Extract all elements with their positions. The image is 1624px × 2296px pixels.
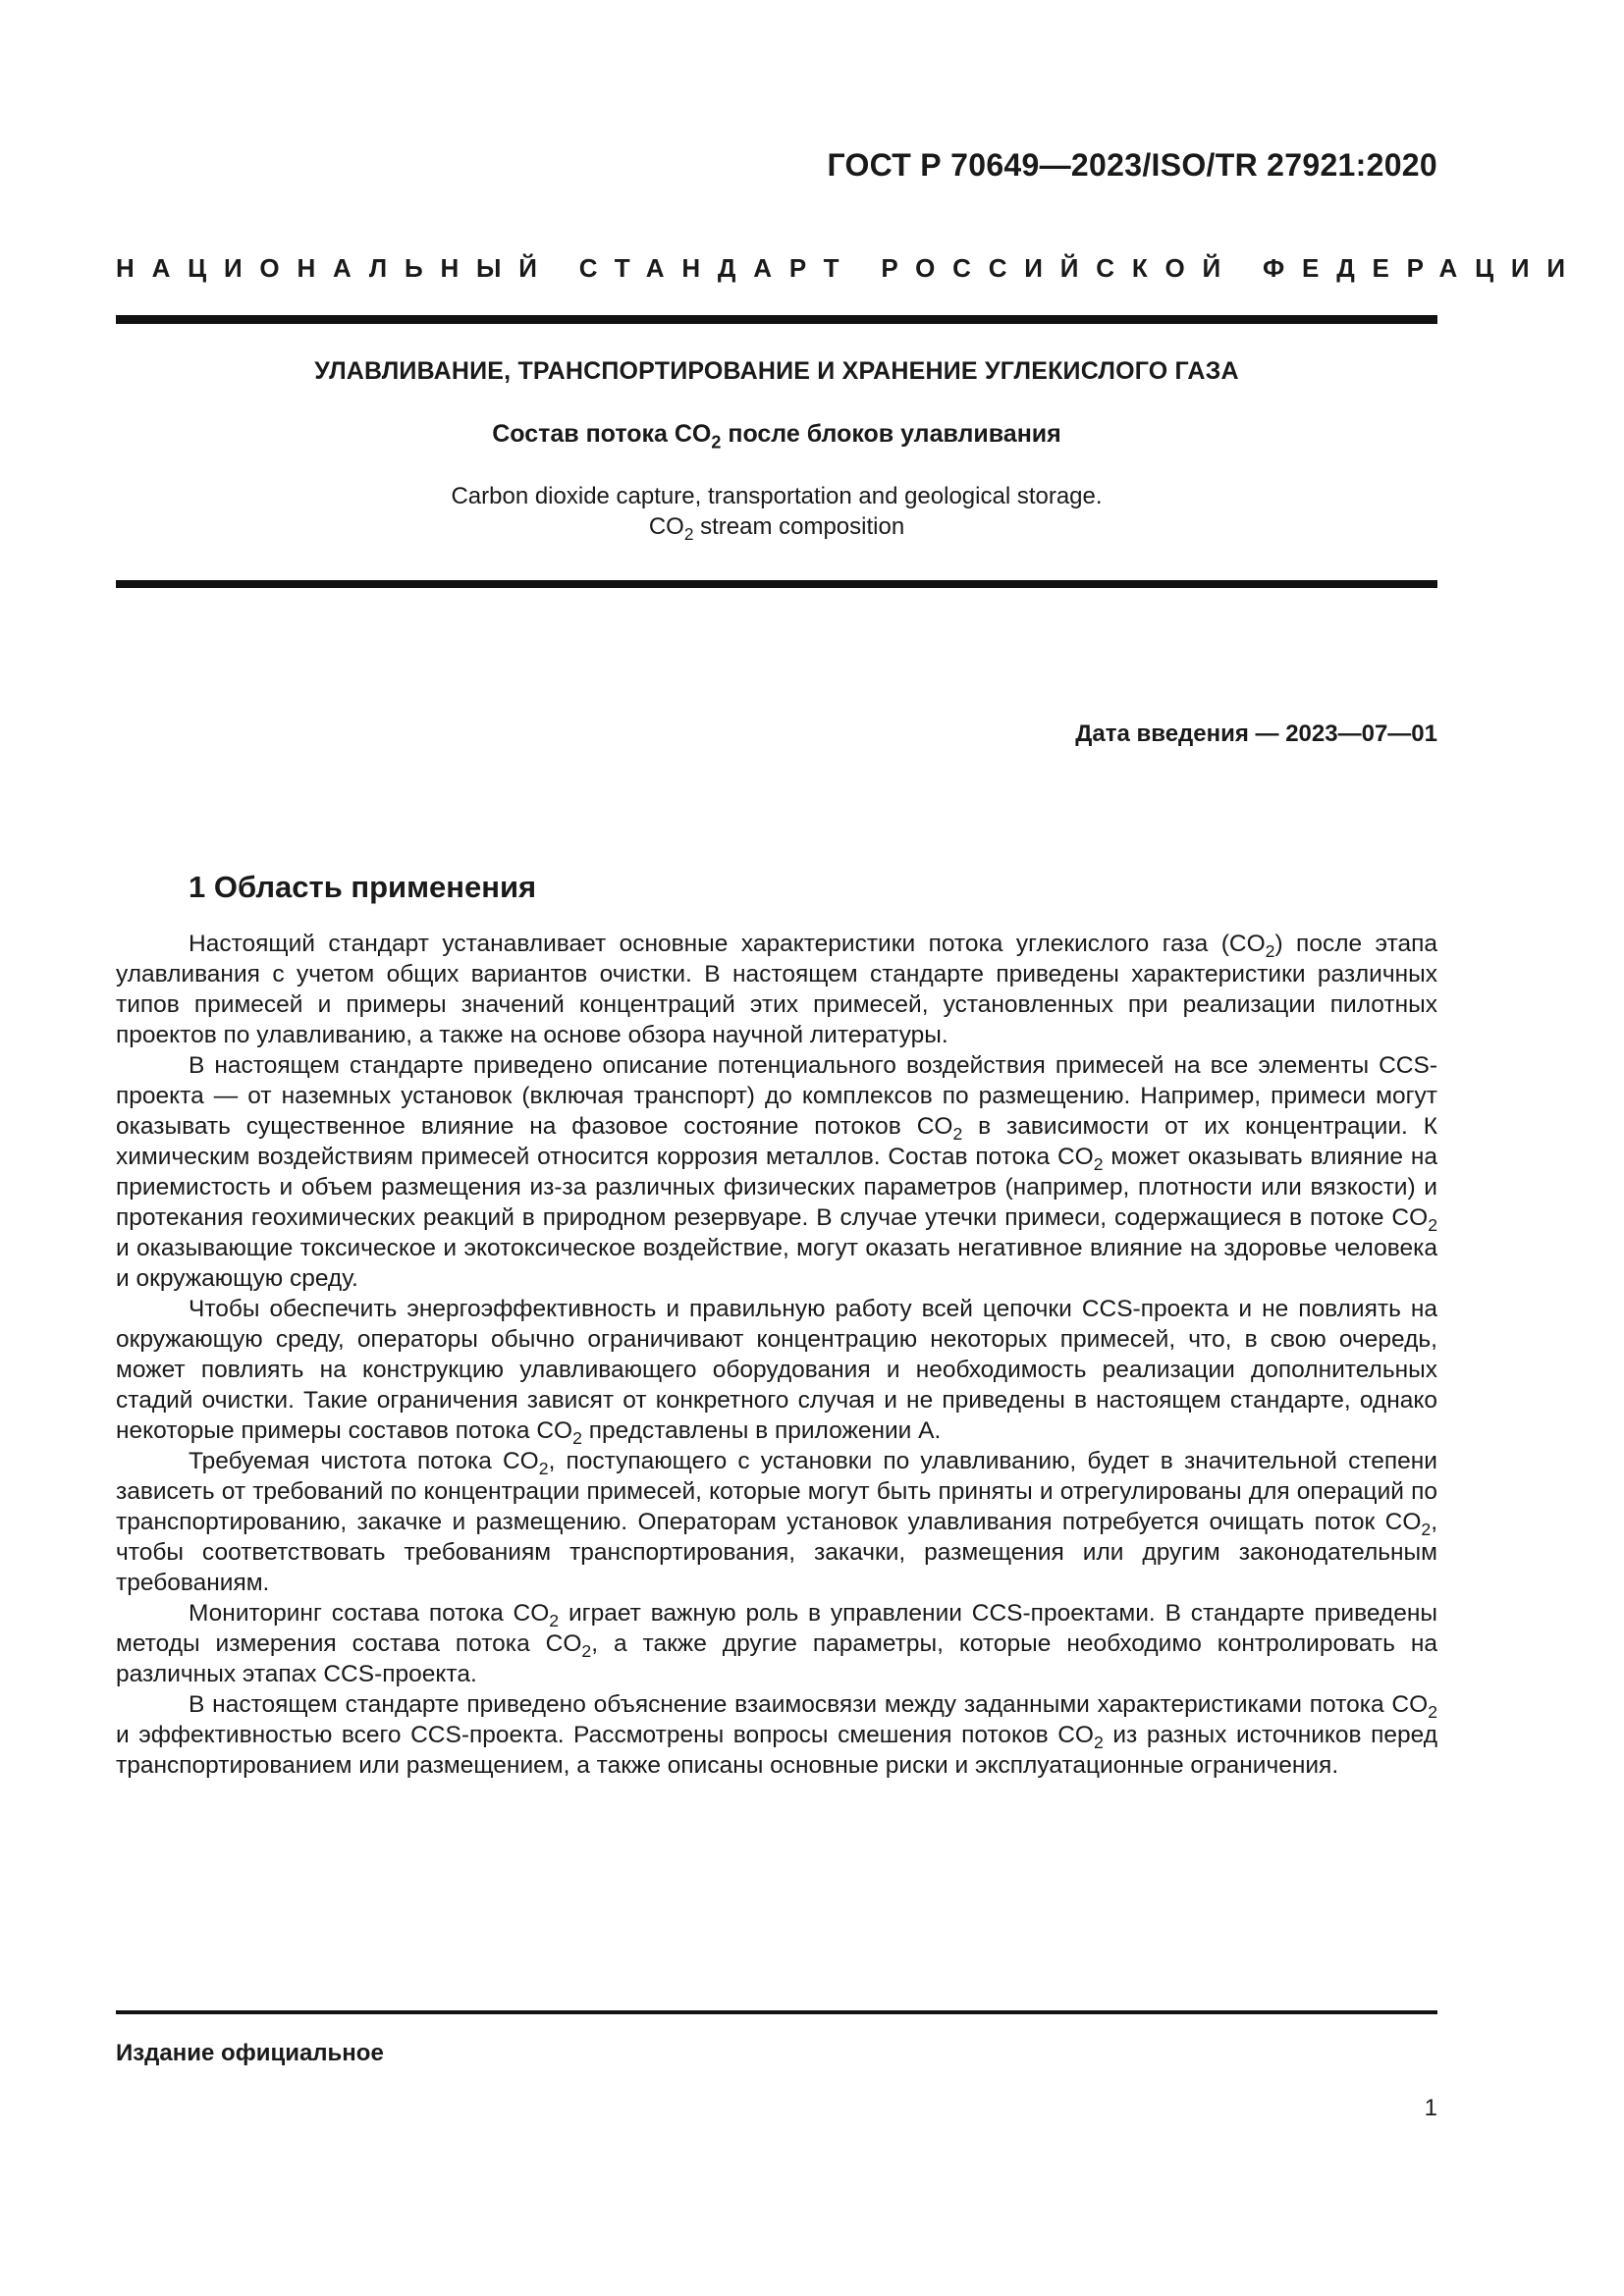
official-edition-label: Издание официальное: [116, 2040, 384, 2066]
paragraph: Требуемая чистота потока $CO_2$, поступающего с установки по улавливанию, будет в значительной степени зависеть от требований по концентрации примесей, которые могут быть приняты и отрегулированы для операций по транспортированию, закачке и размещению. Операторам установок улавливания потребуется очищать поток $CO_2$, чтобы соответствовать требованиям транспортирования, закачки, размещения или другим законодательным требованиям.: [116, 1448, 1437, 1596]
standard-code: ГОСТ Р 70649—2023/ISO/TR 27921:2020: [827, 147, 1437, 183]
footer-divider: [116, 2010, 1437, 2014]
top-divider: [116, 315, 1437, 324]
section-body: [116, 929, 1437, 1781]
english-title-line-2: $CO_2$ stream composition: [648, 513, 905, 545]
english-title-line-1: Carbon dioxide capture, transportation and geological storage.: [451, 483, 1103, 509]
document-subtitle: Состав потока $CO_2$ после блоков улавливания: [492, 420, 1061, 453]
national-standard-heading: НАЦИОНАЛЬНЫЙ СТАНДАРТ РОССИЙСКОЙ ФЕДЕРАЦИИ: [116, 253, 1583, 283]
paragraph: Настоящий стандарт устанавливает основные характеристики потока углекислого газа $(CO_2)$ после этапа улавливания с учетом общих вариантов очистки. В настоящем стандарте приведены характеристики различных типов примесей и примеры значений концентраций этих примесей, установленных при реализации пилотных проектов по улавливанию, а также на основе обзора научной литературы.: [116, 931, 1437, 1048]
section-title: 1 Область применения: [189, 870, 537, 904]
english-title: [116, 481, 1437, 545]
paragraph: Мониторинг состава потока $CO_2$ играет важную роль в управлении CCS-проектами. В стандарте приведены методы измерения состава потока $CO_2$, а также другие параметры, которые необходимо контролировать на различных этапах CCS-проекта.: [116, 1600, 1437, 1687]
introduction-date: Дата введения — 2023—07—01: [1075, 721, 1437, 747]
page-number: 1: [1424, 2095, 1437, 2121]
paragraph: Чтобы обеспечить энергоэффективность и правильную работу всей цепочки CCS-проекта и не повлиять на окружающую среду, операторы обычно ограничивают концентрацию некоторых примесей, что, в свою очередь, может повлиять на конструкцию улавливающего оборудования и необходимость реализации дополнительных стадий очистки. Такие ограничения зависят от конкретного случая и не приведены в настоящем стандарте, однако некоторые примеры составов потока $CO_2$ представлены в приложении А.: [116, 1296, 1437, 1449]
document-title: УЛАВЛИВАНИЕ, ТРАНСПОРТИРОВАНИЕ И ХРАНЕНИЕ УГЛЕКИСЛОГО ГАЗА: [314, 357, 1239, 385]
title-divider: [116, 580, 1437, 588]
paragraph: В настоящем стандарте приведено описание потенциального воздействия примесей на все элементы CCS-проекта — от наземных установок (включая транспорт) до комплексов по размещению. Например, примеси могут оказывать существенное влияние на фазовое состояние потоков $CO_2$ в зависимости от их концентрации. К химическим воздействиям примесей относится коррозия металлов. Состав потока $CO_2$ может оказывать влияние на приемистость и объем размещения из-за различных физических параметров (например, плотности или вязкости) и протекания геохимических реакций в природном резервуаре. В случае утечки примеси, содержащиеся в потоке $CO_2$ и оказывающие токсическое и экотоксическое воздействие, могут оказать негативное влияние на здоровье человека и окружающую среду.: [116, 1052, 1438, 1292]
paragraph: В настоящем стандарте приведено объяснение взаимосвязи между заданными характеристиками потока $CO_2$ и эффективностью всего CCS-проекта. Рассмотрены вопросы смешения потоков $CO_2$ из разных источников перед транспортированием или размещением, а также описаны основные риски и эксплуатационные ограничения.: [116, 1691, 1437, 1779]
